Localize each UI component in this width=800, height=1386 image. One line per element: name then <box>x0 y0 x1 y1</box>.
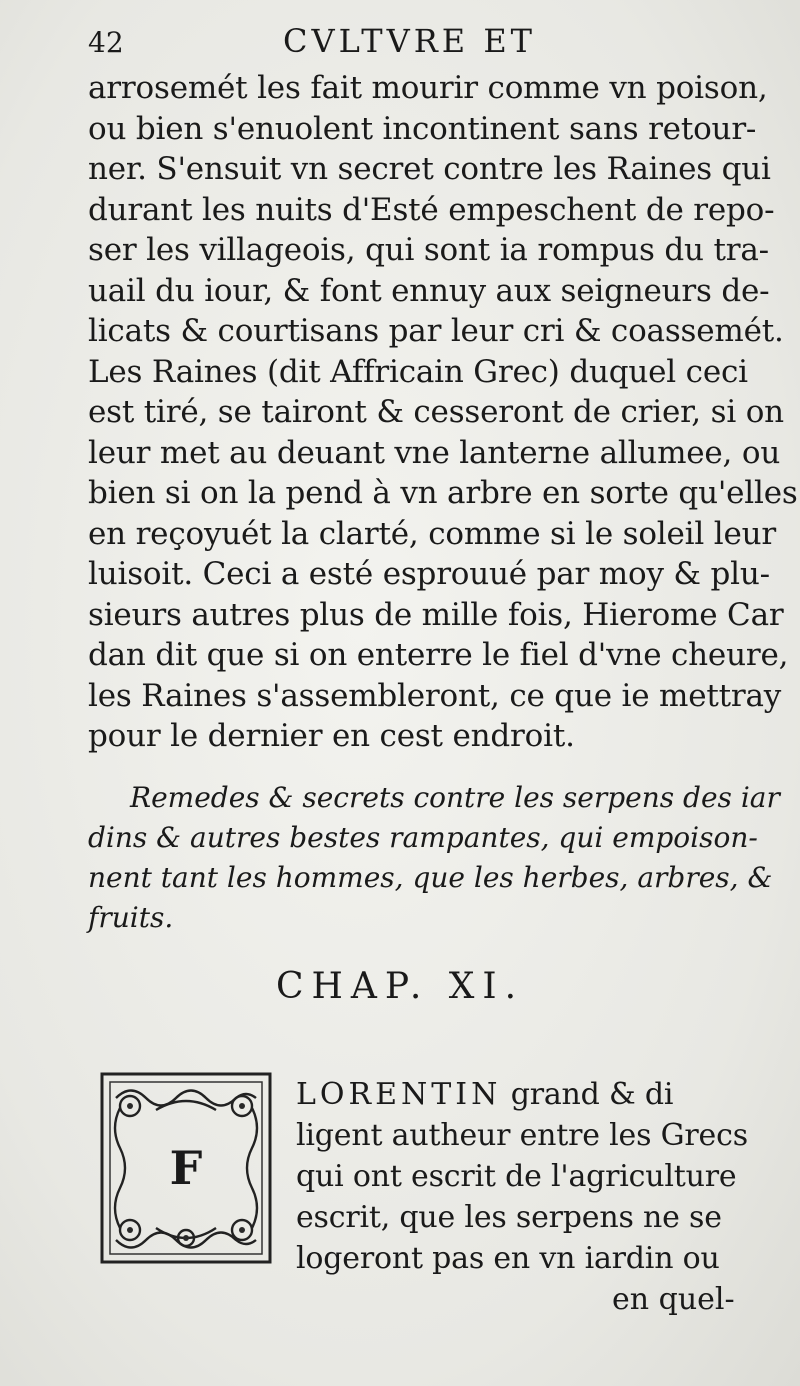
chapter-line: ligent autheur entre les Grecs <box>296 1118 748 1153</box>
page-number: 42 <box>88 26 124 59</box>
body-line: ser les villageois, qui sont ia rompus du tra- <box>88 232 769 268</box>
body-line: durant les nuits d'Esté empeschent de repo- <box>88 191 775 228</box>
chapter-line-text: grand & di <box>501 1077 674 1112</box>
body-line: pour le dernier en cest endroit. <box>88 718 575 754</box>
section-heading <box>88 778 780 938</box>
body-line: en reçoyuét la clarté, comme si le soleil leur <box>88 515 776 552</box>
chapter-line: qui ont escrit de l'agriculture <box>296 1159 737 1194</box>
chapter-line <box>296 1074 756 1115</box>
body-line: leur met au deuant vne lanterne allumee, ou <box>88 434 781 471</box>
chapter-title: CHAP. XI. <box>275 966 525 1007</box>
decorated-initial <box>96 1068 276 1268</box>
chapter-line: logeront pas en vn iardin ou <box>296 1241 720 1276</box>
body-line: licats & courtisans par leur cri & coassemét. <box>88 313 784 349</box>
body-line: les Raines s'assembleront, ce que ie mettray <box>88 677 782 714</box>
body-line: uail du iour, & font ennuy aux seigneurs de- <box>88 272 770 309</box>
section-heading-line: nent tant les hommes, que les herbes, arbres, & <box>88 861 773 894</box>
body-line: sieurs autres plus de mille fois, Hierome Car <box>88 596 784 633</box>
section-heading-line: fruits. <box>88 901 174 934</box>
body-line: Les Raines (dit Affricain Grec) duquel ceci <box>88 353 748 390</box>
running-head: CVLTVRE ET <box>283 22 537 60</box>
catchword: en quel- <box>612 1282 735 1317</box>
body-line: ou bien s'enuolent incontinent sans retour- <box>88 110 757 147</box>
body-line: est tiré, se tairont & cesseront de crier, si on <box>88 394 784 430</box>
chapter-line: escrit, que les serpens ne se <box>296 1200 722 1235</box>
page-header <box>88 22 728 62</box>
initial-letter: F <box>169 1141 203 1195</box>
first-word-rest: LORENTIN <box>296 1077 502 1112</box>
body-line: luisoit. Ceci a esté esprouué par moy & plu- <box>88 556 770 592</box>
body-line: dan dit que si on enterre le fiel d'vne cheure, <box>88 637 789 673</box>
body-line: bien si on la pend à vn arbre en sorte qu'elles <box>88 475 798 511</box>
body-text <box>88 68 798 757</box>
body-line: arrosemét les fait mourir comme vn poison, <box>88 70 768 106</box>
body-line: ner. S'ensuit vn secret contre les Raines qui <box>88 151 771 187</box>
section-heading-line: dins & autres bestes rampantes, qui empoison- <box>88 821 758 854</box>
chapter-text <box>296 1074 756 1279</box>
section-heading-line: Remedes & secrets contre les serpens des iar <box>130 781 780 814</box>
